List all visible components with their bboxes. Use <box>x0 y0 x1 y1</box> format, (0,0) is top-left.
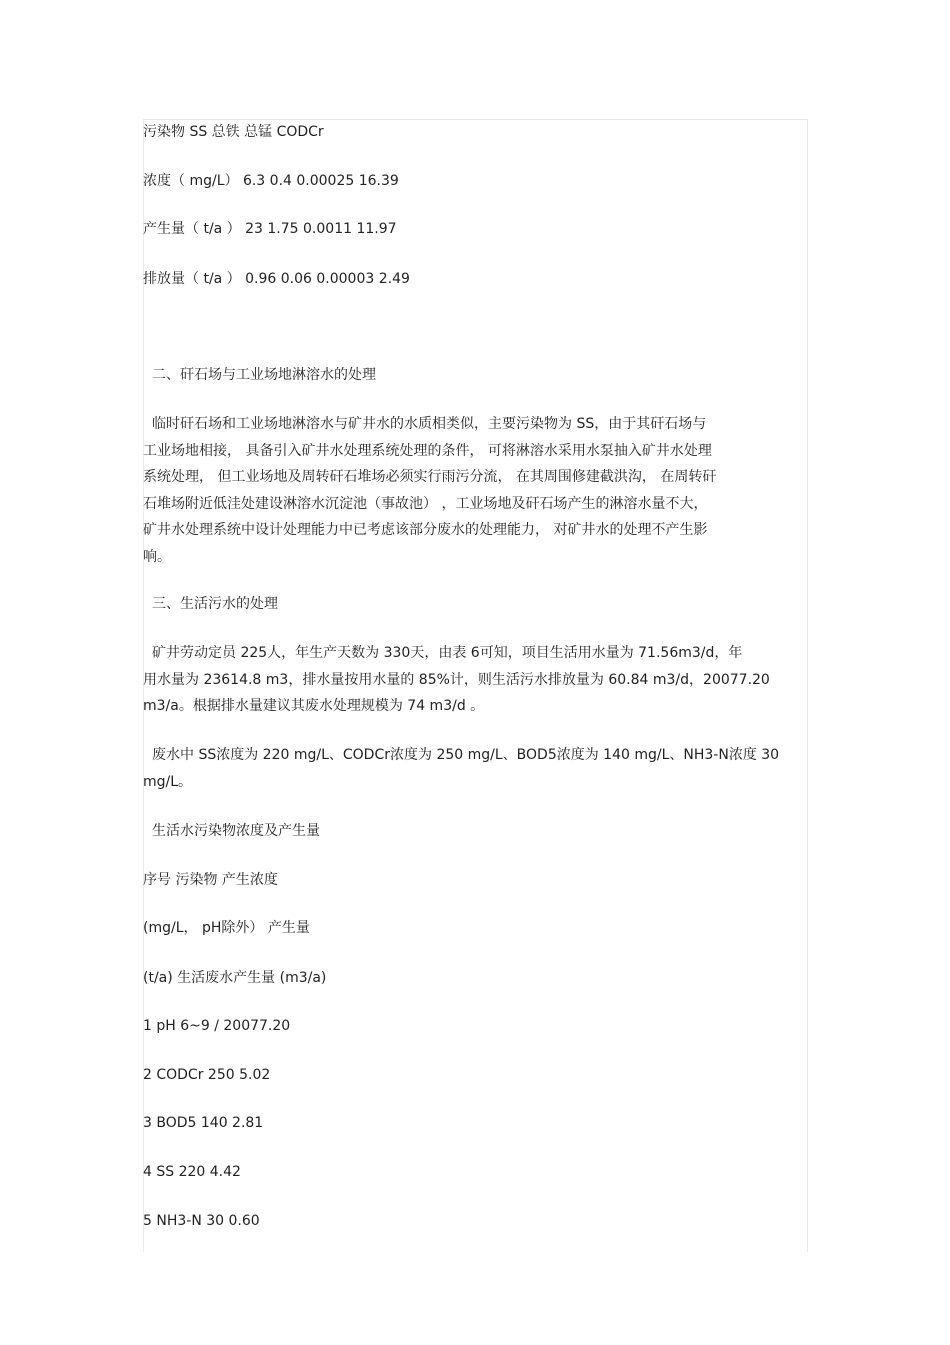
table2-row: 3 BOD5 140 2.81 <box>143 1115 264 1131</box>
paragraph-line: 废水中 SS浓度为 220 mg/L、CODCr浓度为 250 mg/L、BOD5浓度为 140 mg/L、NH3-N浓度 30 <box>152 747 780 763</box>
table1-row-production: 产生量（ t/a ） 23 1.75 0.0011 11.97 <box>143 221 397 237</box>
table1-row-concentration: 浓度（ mg/L） 6.3 0.4 0.00025 16.39 <box>143 173 399 189</box>
paragraph-line: 矿井水处理系统中设计处理能力中已考虑该部分废水的处理能力， 对矿井水的处理不产生影 <box>143 522 708 538</box>
section3-paragraph-2 <box>143 742 808 795</box>
paragraph-line: 系统处理， 但工业场地及周转矸石堆场必须实行雨污分流， 在其周围修建截洪沟， 在周转矸 <box>143 469 717 485</box>
paragraph-line: 用水量为 23614.8 m3，排水量按用水量的 85%计，则生活污水排放量为 60.84 m3/d，20077.20 <box>143 671 770 688</box>
section3-paragraph-1 <box>143 640 808 720</box>
table2-row: 4 SS 220 4.42 <box>143 1164 241 1180</box>
section3-heading: 三、生活污水的处理 <box>152 596 278 612</box>
table1-row-discharge: 排放量（ t/a ） 0.96 0.06 0.00003 2.49 <box>143 271 410 287</box>
table2-header-line-1: 序号 污染物 产生浓度 <box>143 872 278 888</box>
table2-header-line-3: (t/a) 生活废水产生量 (m3/a) <box>143 970 327 986</box>
table2-row: 2 CODCr 250 5.02 <box>143 1067 271 1083</box>
paragraph-line: 工业场地相接， 具备引入矿井水处理系统处理的条件， 可将淋溶水采用水泵抽入矿井水处理 <box>143 442 712 459</box>
paragraph-line: 响。 <box>143 548 171 565</box>
paragraph-line: mg/L。 <box>143 773 193 790</box>
table1-header: 污染物 SS 总铁 总锰 CODCr <box>143 124 324 140</box>
paragraph-line: 矿井劳动定员 225人，年生产天数为 330天，由表 6可知，项目生活用水量为 71.56m3/d，年 <box>152 645 743 661</box>
paragraph-line: 石堆场附近低洼处建设淋溶水沉淀池（事故池） ，工业场地及矸石场产生的淋溶水量不大， <box>143 495 708 512</box>
section2-heading: 二、矸石场与工业场地淋溶水的处理 <box>152 367 376 383</box>
table2-title: 生活水污染物浓度及产生量 <box>152 823 320 839</box>
table2-row: 1 pH 6~9 / 20077.20 <box>143 1018 291 1034</box>
section2-paragraph <box>143 411 808 570</box>
table2-header-line-2: (mg/L， pH除外） 产生量 <box>143 920 310 936</box>
table2-row: 5 NH3-N 30 0.60 <box>143 1213 260 1229</box>
paragraph-line: 临时矸石场和工业场地淋溶水与矿井水的水质相类似，主要污染物为 SS，由于其矸石场与 <box>152 416 707 432</box>
paragraph-line: m3/a。根据排水量建议其废水处理规模为 74 m3/d 。 <box>143 698 485 714</box>
